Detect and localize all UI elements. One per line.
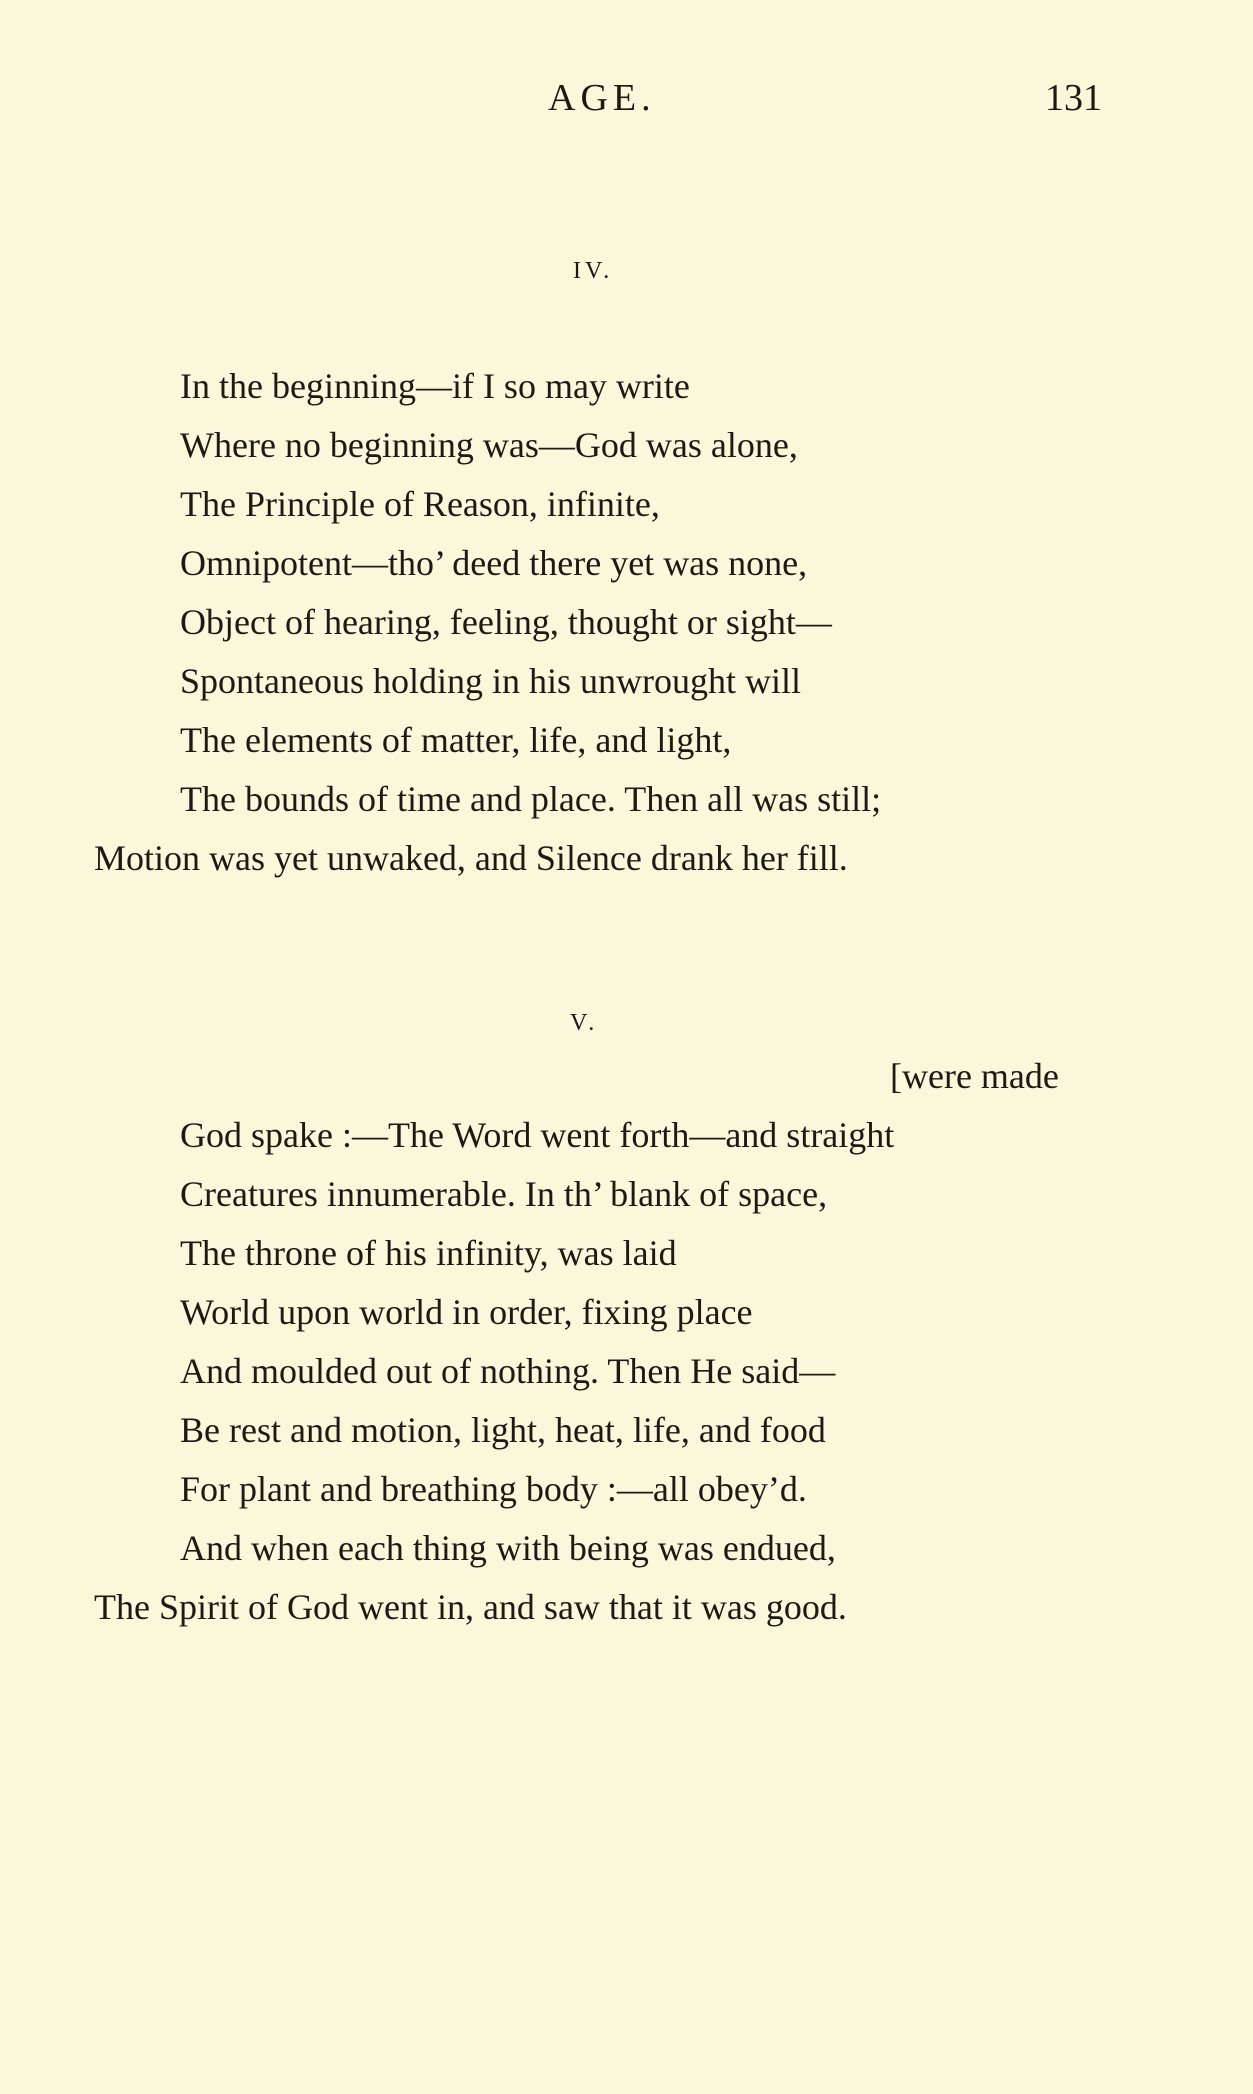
poem-line: Where no beginning was—God was alone, xyxy=(180,425,798,465)
poem-line: Omnipotent—tho’ deed there yet was none, xyxy=(180,543,808,583)
poem-line: God spake :—The Word went forth—and straight xyxy=(180,1115,895,1155)
stanza-number: V. xyxy=(570,1010,599,1036)
page-header xyxy=(0,76,1253,126)
poem-line: Spontaneous holding in his unwrought will xyxy=(180,661,801,701)
poem-line: And moulded out of nothing. Then He said— xyxy=(180,1351,836,1391)
running-title: AGE. xyxy=(548,77,656,119)
page-number: 131 xyxy=(1045,77,1102,119)
poem-line: The Principle of Reason, infinite, xyxy=(180,484,660,524)
poem-line: Be rest and motion, light, heat, life, and food xyxy=(180,1410,826,1450)
poem-line: The Spirit of God went in, and saw that it was good. xyxy=(94,1587,847,1627)
poem-line: Object of hearing, feeling, thought or sight— xyxy=(180,602,832,642)
poem-line: For plant and breathing body :—all obey’d. xyxy=(180,1469,807,1509)
poem-line: The bounds of time and place. Then all was still; xyxy=(180,779,882,819)
poem-line: World upon world in order, fixing place xyxy=(180,1292,753,1332)
poem-line: In the beginning—if I so may write xyxy=(180,366,690,406)
poem-line: The elements of matter, life, and light, xyxy=(180,720,732,760)
turnover-text: [were made xyxy=(890,1056,1059,1096)
stanza-number: IV. xyxy=(573,258,614,284)
poem-line: Creatures innumerable. In th’ blank of space, xyxy=(180,1174,828,1214)
poem-line: Motion was yet unwaked, and Silence drank her fill. xyxy=(94,838,848,878)
poem-line: The throne of his infinity, was laid xyxy=(180,1233,677,1273)
poem-line: And when each thing with being was endued, xyxy=(180,1528,836,1568)
